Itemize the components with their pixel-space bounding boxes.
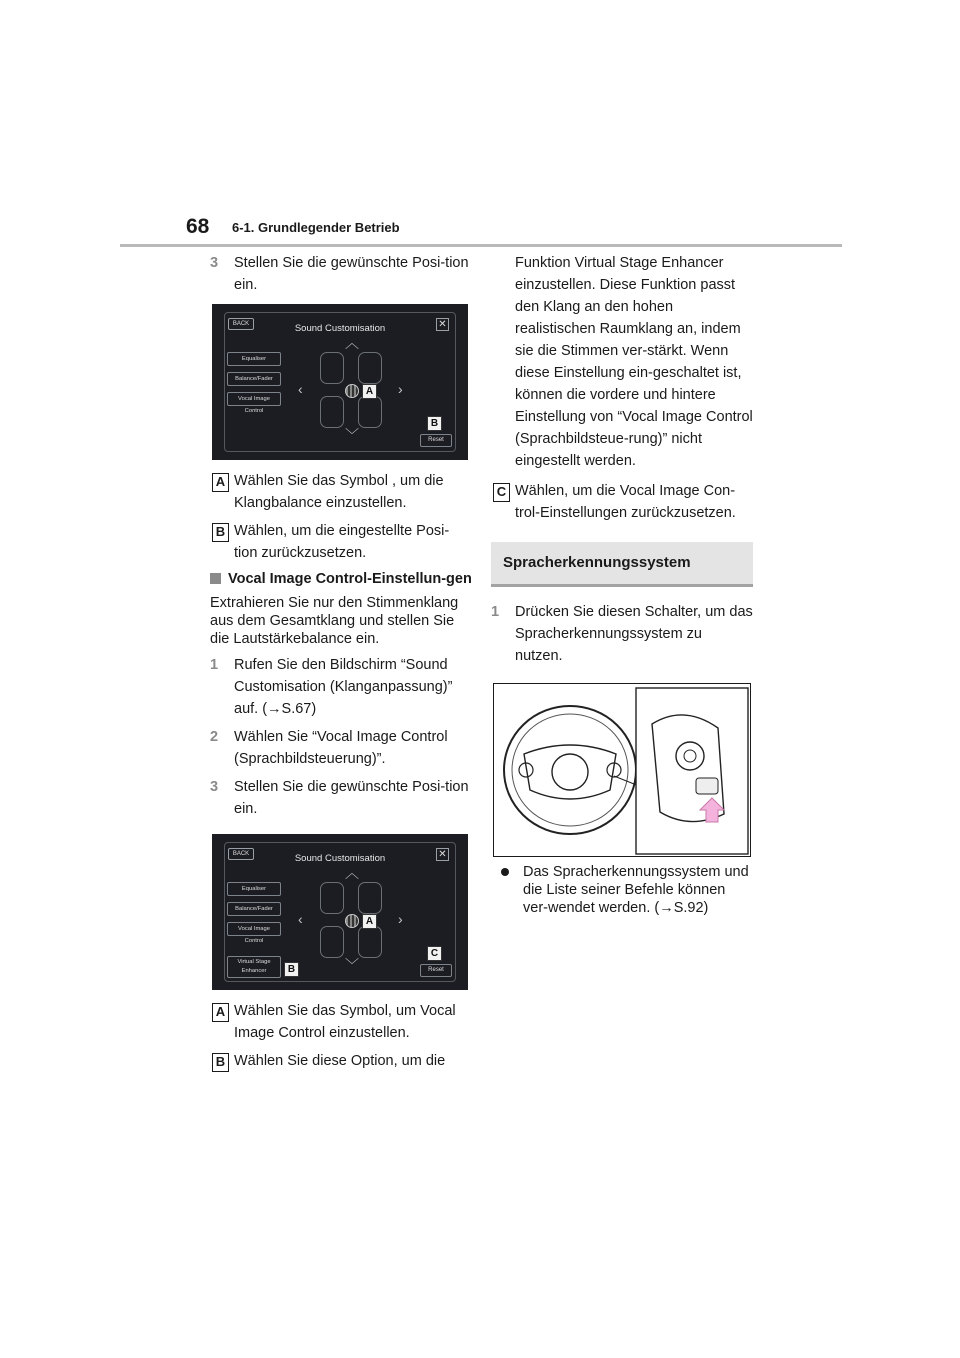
step-3-position-vocal — [210, 776, 472, 820]
header-rule — [120, 244, 842, 247]
badge-a: A — [212, 1003, 229, 1022]
screen-title: Sound Customisation — [294, 853, 386, 864]
label-c: C — [427, 946, 442, 961]
screen-title: Sound Customisation — [294, 323, 386, 334]
label-a: A — [362, 914, 377, 929]
sound-position-icon — [345, 384, 359, 398]
subheading-text: Vocal Image Control-Einstellun-gen — [228, 571, 472, 587]
label-b: B — [427, 416, 442, 431]
step-text: Rufen Sie den Bildschirm “Sound Customisation (Klanganpassung)” auf. (→S.67) — [234, 657, 453, 717]
seat-rear-right — [358, 926, 382, 958]
seat-front-left — [320, 882, 344, 914]
step-text: Drücken Sie diesen Schalter, um das Spracherkennungssystem zu nutzen. — [515, 604, 753, 664]
sound-customisation-screen-2 — [212, 834, 468, 990]
chevron-down-icon: ﹀ — [345, 957, 359, 973]
seat-front-right — [358, 882, 382, 914]
step-number: 2 — [210, 729, 219, 745]
step-1-open-screen — [210, 654, 472, 720]
badge-b: B — [212, 523, 229, 542]
steering-wheel-drawing — [494, 684, 752, 858]
seat-front-left — [320, 352, 344, 384]
step-text: Stellen Sie die gewünschte Posi-tion ein. — [234, 779, 469, 817]
chevron-up-icon: ︿ — [345, 335, 359, 351]
chevron-left-icon: ‹ — [298, 381, 303, 397]
square-bullet-icon — [210, 573, 221, 584]
back-button: BACK — [228, 848, 254, 860]
label-b: B — [284, 962, 299, 977]
seat-rear-right — [358, 396, 382, 428]
item-text: Wählen, um die Vocal Image Con-trol-Einstellungen zurückzusetzen. — [515, 483, 736, 521]
item-text: Wählen Sie diese Option, um die — [234, 1053, 446, 1069]
seat-front-right — [358, 352, 382, 384]
close-icon: ✕ — [436, 318, 449, 331]
step-3-position — [210, 252, 472, 296]
step-number: 3 — [210, 779, 219, 795]
intro-paragraph: Extrahieren Sie nur den Stimmenklang aus dem Gesamtklang und stellen Sie die Lautstärkebalance ein. — [210, 595, 459, 647]
page-number: 68 — [186, 215, 210, 238]
step-text: Stellen Sie die gewünschte Posi-tion ein. — [234, 255, 469, 293]
item-text: Wählen Sie das Symbol, um Vocal Image Control einzustellen. — [234, 1003, 456, 1041]
step-number: 1 — [210, 657, 219, 673]
bullet-dot-icon — [501, 868, 509, 876]
left-column — [210, 252, 472, 1078]
badge-b: B — [212, 1053, 229, 1072]
sound-position-icon — [345, 914, 359, 928]
back-button: BACK — [228, 318, 254, 330]
label-a: A — [362, 384, 377, 399]
balance-fader-button: Balance/Fader — [227, 372, 281, 386]
vocal-image-subheading — [210, 570, 472, 588]
item-c-reset — [491, 480, 753, 524]
badge-a: A — [212, 473, 229, 492]
vocal-image-control-button: Vocal Image Control — [227, 392, 281, 406]
right-column — [491, 252, 753, 917]
badge-c: C — [493, 483, 510, 502]
step-number: 3 — [210, 255, 219, 271]
virtual-stage-enhancer-button: Virtual Stage Enhancer — [227, 956, 281, 978]
chevron-up-icon: ︿ — [345, 865, 359, 881]
equaliser-button: Equaliser — [227, 352, 281, 366]
step-1-voice-switch — [491, 601, 753, 667]
reset-button: Reset — [420, 434, 452, 447]
equaliser-button: Equaliser — [227, 882, 281, 896]
item-text: Wählen Sie das Symbol , um die Klangbalance einzustellen. — [234, 473, 444, 511]
seat-rear-left — [320, 396, 344, 428]
close-icon: ✕ — [436, 848, 449, 861]
sound-customisation-screen-1 — [212, 304, 468, 460]
step-number: 1 — [491, 604, 500, 620]
chevron-right-icon: › — [398, 381, 403, 397]
seat-rear-left — [320, 926, 344, 958]
reset-button: Reset — [420, 964, 452, 977]
chevron-down-icon: ﹀ — [345, 427, 359, 443]
item-b-continuation — [491, 252, 753, 472]
chapter-title: 6-1. Grundlegender Betrieb — [232, 220, 400, 235]
item-text: Funktion Virtual Stage Enhancer einzustellen. Diese Funktion passt den Klang an den hohen realistischen Raumklang an, indem sie die Stimmen ver-stärkt. Wenn diese Einstellung ein-geschaltet ist, können die vordere und hintere Einstellung von “Vocal Image Control (Sprachbildsteue-rung)” nicht eingestellt werden. — [515, 255, 753, 469]
item-text: Wählen, um die eingestellte Posi-tion zurückzusetzen. — [234, 523, 450, 561]
item-b-virtual-stage — [210, 1050, 472, 1072]
section-heading: Spracherkennungssystem — [491, 542, 753, 587]
steering-wheel-illustration — [493, 683, 751, 857]
item-a-vocal — [210, 1000, 472, 1044]
balance-fader-button: Balance/Fader — [227, 902, 281, 916]
bullet-text: Das Spracherkennungssystem und die Liste seiner Befehle können ver-wendet werden. (→S.92) — [523, 864, 749, 916]
step-2-select-vocal — [210, 726, 472, 770]
step-text: Wählen Sie “Vocal Image Control (Sprachbildsteuerung)”. — [234, 729, 448, 767]
bullet-voice-commands — [491, 863, 753, 917]
chevron-right-icon: › — [398, 911, 403, 927]
chevron-left-icon: ‹ — [298, 911, 303, 927]
item-a-balance — [210, 470, 472, 514]
vocal-image-control-button: Vocal Image Control — [227, 922, 281, 936]
item-b-reset — [210, 520, 472, 564]
